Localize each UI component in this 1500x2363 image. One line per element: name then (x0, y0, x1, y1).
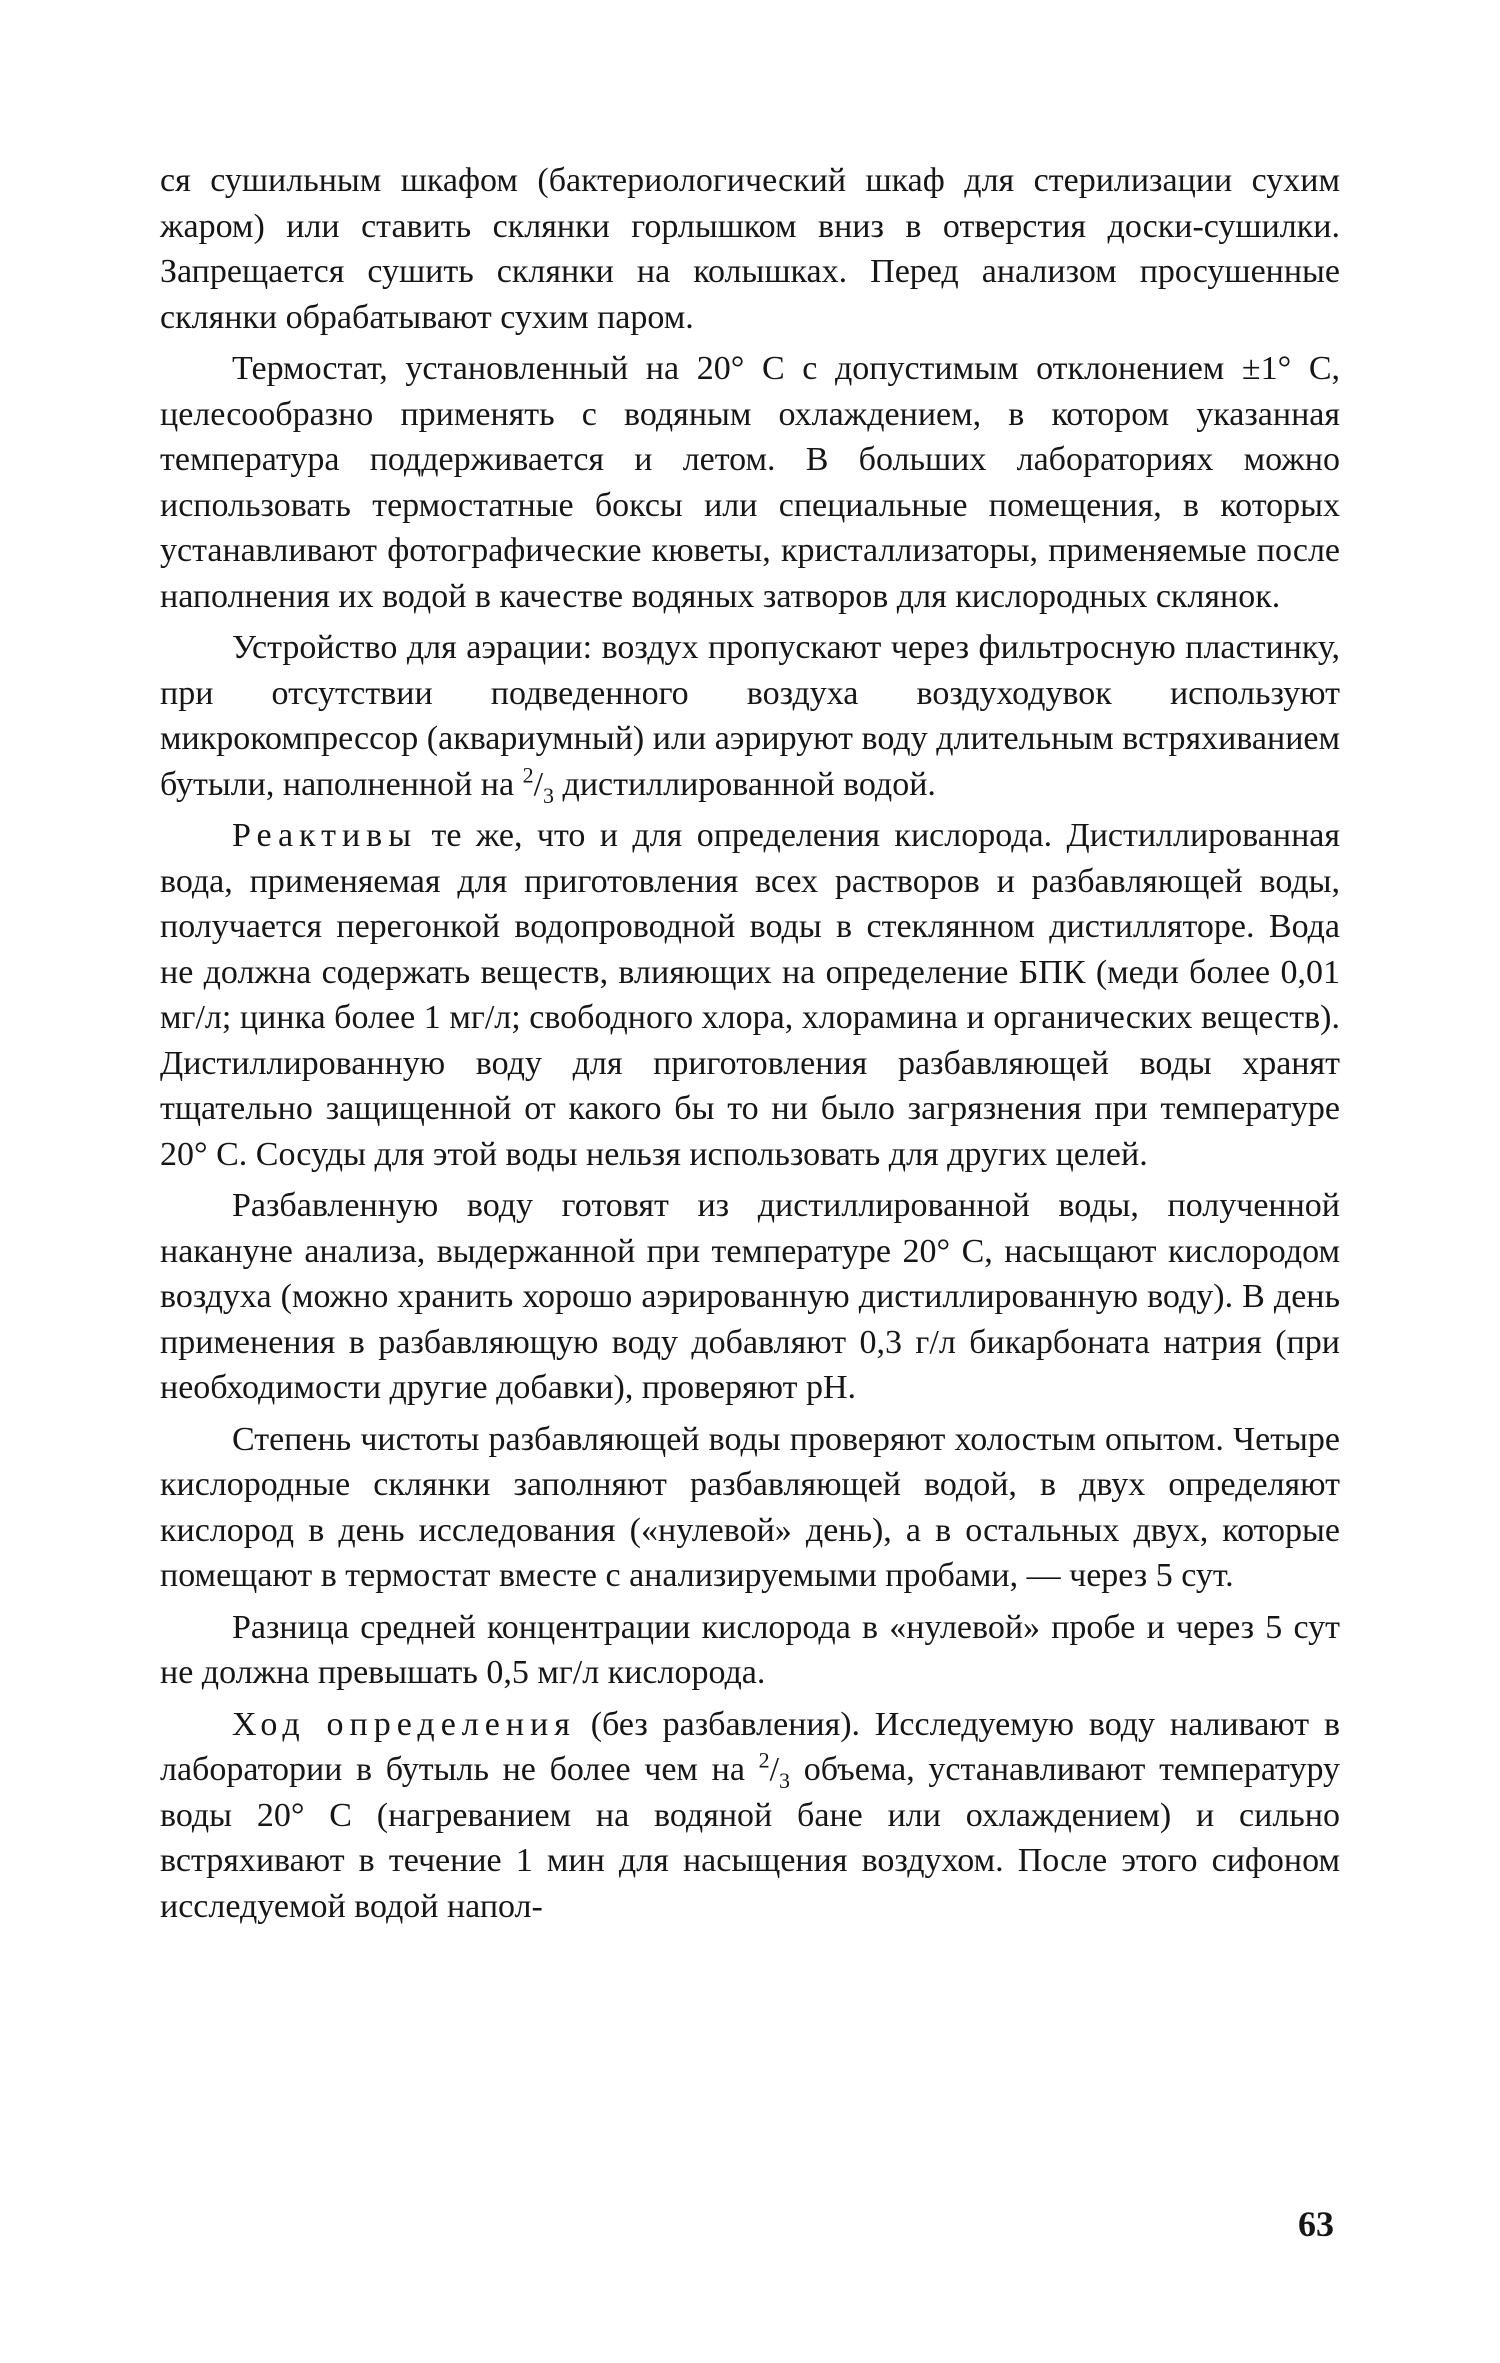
fraction-denominator: 3 (779, 1767, 791, 1793)
paragraph-aeration (160, 625, 1340, 807)
paragraph-thermostat (160, 346, 1340, 619)
fraction: $^2/_3$ (522, 762, 555, 808)
section-lead-procedure: Ход определения (232, 1705, 576, 1743)
paragraph-dilution-water (160, 1183, 1340, 1411)
paragraph-text: дистиллированной водой. (554, 765, 936, 803)
paragraph-oxygen-difference (160, 1605, 1340, 1696)
page-number: 63 (1298, 2204, 1334, 2244)
paragraph-text: Степень чистоты разбавляющей воды проверяют холостым опытом. Четыре кислородные склянки заполняют разбавляющей водой, в двух определяют кислород в день исследования («нулевой» день), а в остальных двух, которые помещают в термостат вместе с анализируемыми пробами, — через 5 сут. (160, 1420, 1340, 1594)
fraction-numerator: 2 (758, 1747, 770, 1773)
paragraph-text: Термостат, установленный на 20° С с допустимым отклонением ±1° С, целесообразно применять с водяным охлаждением, в котором указанная температура поддерживается и летом. В больших лабораториях можно использовать термостатные боксы или специальные помещения, в которых устанавливают фотографические кюветы, кристаллизаторы, применяемые после наполнения их водой в качестве водяных затворов для кислородных склянок. (160, 350, 1340, 615)
paragraph-text: Разбавленную воду готовят из дистиллированной воды, полученной накануне анализа, выдержанной при температуре 20° С, насыщают кислородом воздуха (можно хранить хорошо аэрированную дистиллированную воду). В день применения в разбавляющую воду добавляют 0,3 г/л бикарбоната натрия (при необходимости другие добавки), проверяют pH. (160, 1187, 1340, 1406)
paragraph-text: те же, что и для определения кислорода. Дистиллированная вода, применяемая для приготовления всех растворов и разбавляющей воды, получается перегонкой водопроводной воды в стеклянном дистилляторе. Вода не должна содержать веществ, влияющих на определение БПК (меди более 0,01 мг/л; цинка более 1 мг/л; свободного хлора, хлорамина и органических веществ). Дистиллированную воду для приготовления разбавляющей воды хранят тщательно защищенной от какого бы то ни было загрязнения при температуре 20° С. Сосуды для этой воды нельзя использовать для других целей. (160, 817, 1340, 1173)
paragraph-text: ся сушильным шкафом (бактериологический шкаф для стерилизации сухим жаром) или ставить склянки горлышком вниз в отверстия доски-сушилки. Запрещается сушить склянки на колышках. Перед анализом просушенные склянки обрабатывают сухим паром. (160, 162, 1340, 336)
paragraph-drying (160, 158, 1340, 340)
fraction-numerator: 2 (522, 762, 534, 788)
fraction: $^2/_3$ (758, 1747, 791, 1793)
paragraph-text: (без разбавления). Исследуемую воду наливают в лаборатории в бутыль не более чем на (160, 1705, 1341, 1788)
paragraph-procedure (160, 1702, 1340, 1930)
paragraph-text: объема, устанавливают температуру воды 20° С (нагреванием на водяной бане или охлаждением) и сильно встряхивают в течение 1 мин для насыщения воздухом. После этого сифоном исследуемой водой напол- (160, 1751, 1340, 1925)
section-lead-reagents: Реактивы (232, 817, 418, 854)
paragraph-text: Разница средней концентрации кислорода в «нулевой» пробе и через 5 сут не должна превышать 0,5 мг/л кислорода. (160, 1608, 1340, 1691)
paragraph-text: Устройство для аэрации: воздух пропускают через фильтросную пластинку, при отсутствии подведенного воздуха воздуходувок используют микрокомпрессор (аквариумный) или аэрируют воду длительным встряхиванием бутыли, наполненной на (160, 629, 1340, 803)
page-body (160, 158, 1340, 1935)
paragraph-reagents (160, 813, 1340, 1177)
paragraph-purity-check (160, 1417, 1340, 1599)
fraction-denominator: 3 (543, 782, 555, 808)
